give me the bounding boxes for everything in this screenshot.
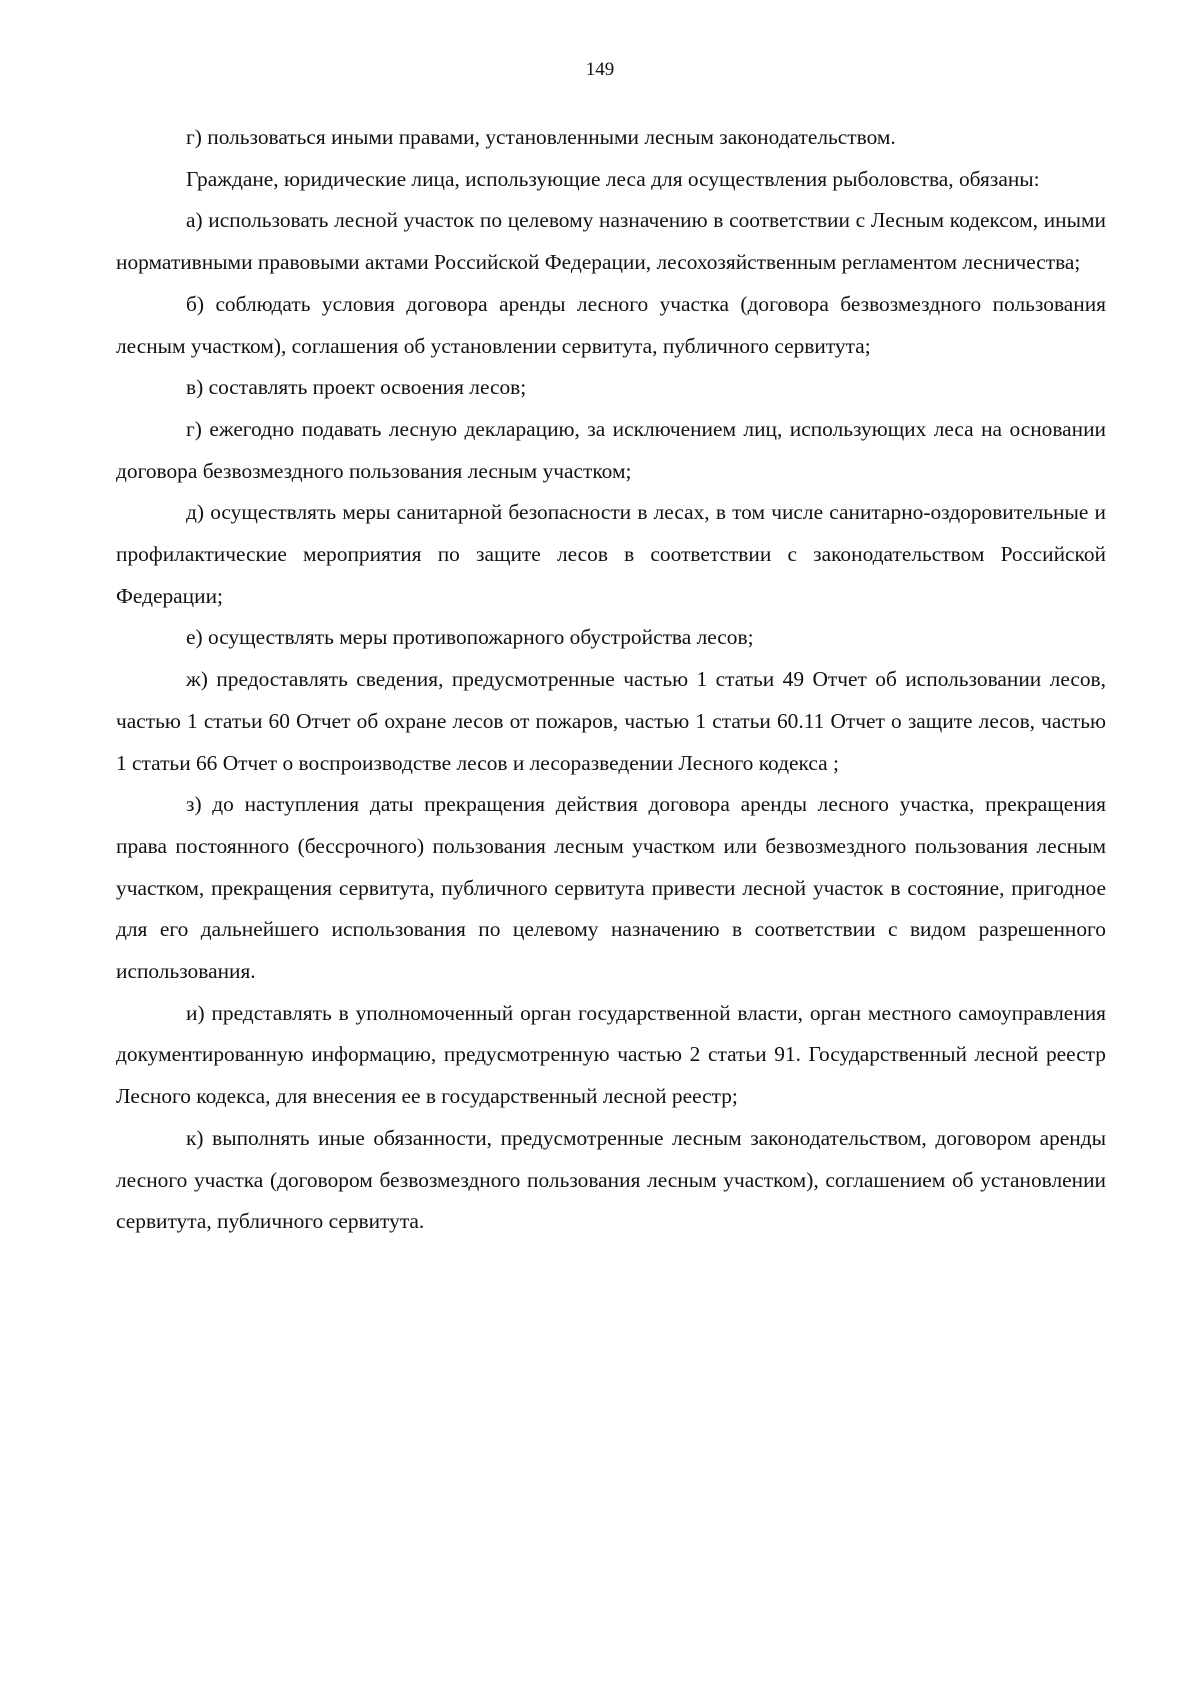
paragraph-item-d: д) осуществлять меры санитарной безопасности в лесах, в том числе санитарно-оздоровительные и профилактические мероприятия по защите лесов в соответствии с законодательством Российской Федерации; [116, 500, 1106, 608]
paragraph-item-g: г) ежегодно подавать лесную декларацию, за исключением лиц, использующих леса на основании договора безвозмездного пользования лесным участком; [116, 416, 1106, 483]
paragraph-item-i: и) представлять в уполномоченный орган государственной власти, орган местного самоуправления документированную информацию, предусмотренную частью 2 статьи 91. Государственный лесной реестр Лесного кодекса, для внесения ее в государственный лесной реестр; [116, 1000, 1106, 1109]
paragraph-item-a: а) использовать лесной участок по целевому назначению в соответствии с Лесным кодексом, иными нормативными правовыми актами Российской Федерации, лесохозяйственным регламентом лесничества; [116, 208, 1106, 275]
document-body [116, 117, 1106, 1243]
paragraph-item-z: з) до наступления даты прекращения действия договора аренды лесного участка, прекращения права постоянного (бессрочного) пользования лесным участком или безвозмездного пользования лесным участком, прекращения сервитута, публичного сервитута привести лесной участок в состояние, пригодное для его дальнейшего использования по целевому назначению в соответствии с видом разрешенного использования. [116, 792, 1106, 984]
page-number: 149 [585, 59, 615, 80]
paragraph-item-b: б) соблюдать условия договора аренды лесного участка (договора безвозмездного пользования лесным участком), соглашения об установлении сервитута, публичного сервитута; [116, 291, 1106, 358]
paragraph-item-zh: ж) предоставлять сведения, предусмотренные частью 1 статьи 49 Отчет об использовании лесов, частью 1 статьи 60 Отчет об охране лесов от пожаров, частью 1 статьи 60.11 Отчет о защите лесов, частью 1 статьи 66 Отчет о воспроизводстве лесов и лесоразведении Лесного кодекса ; [116, 667, 1106, 775]
paragraph-item-e: е) осуществлять меры противопожарного обустройства лесов; [186, 625, 754, 650]
paragraph-obligations-intro: Граждане, юридические лица, использующие леса для осуществления рыболовства, обязаны: [186, 166, 1040, 191]
paragraph-rights-g: г) пользоваться иными правами, установленными лесным законодательством. [186, 125, 896, 149]
paragraph-item-k: к) выполнять иные обязанности, предусмотренные лесным законодательством, договором аренды лесного участка (договором безвозмездного пользования лесным участком), соглашением об установлении сервитута, публичного сервитута. [116, 1125, 1106, 1234]
paragraph-item-v: в) составлять проект освоения лесов; [186, 375, 527, 400]
